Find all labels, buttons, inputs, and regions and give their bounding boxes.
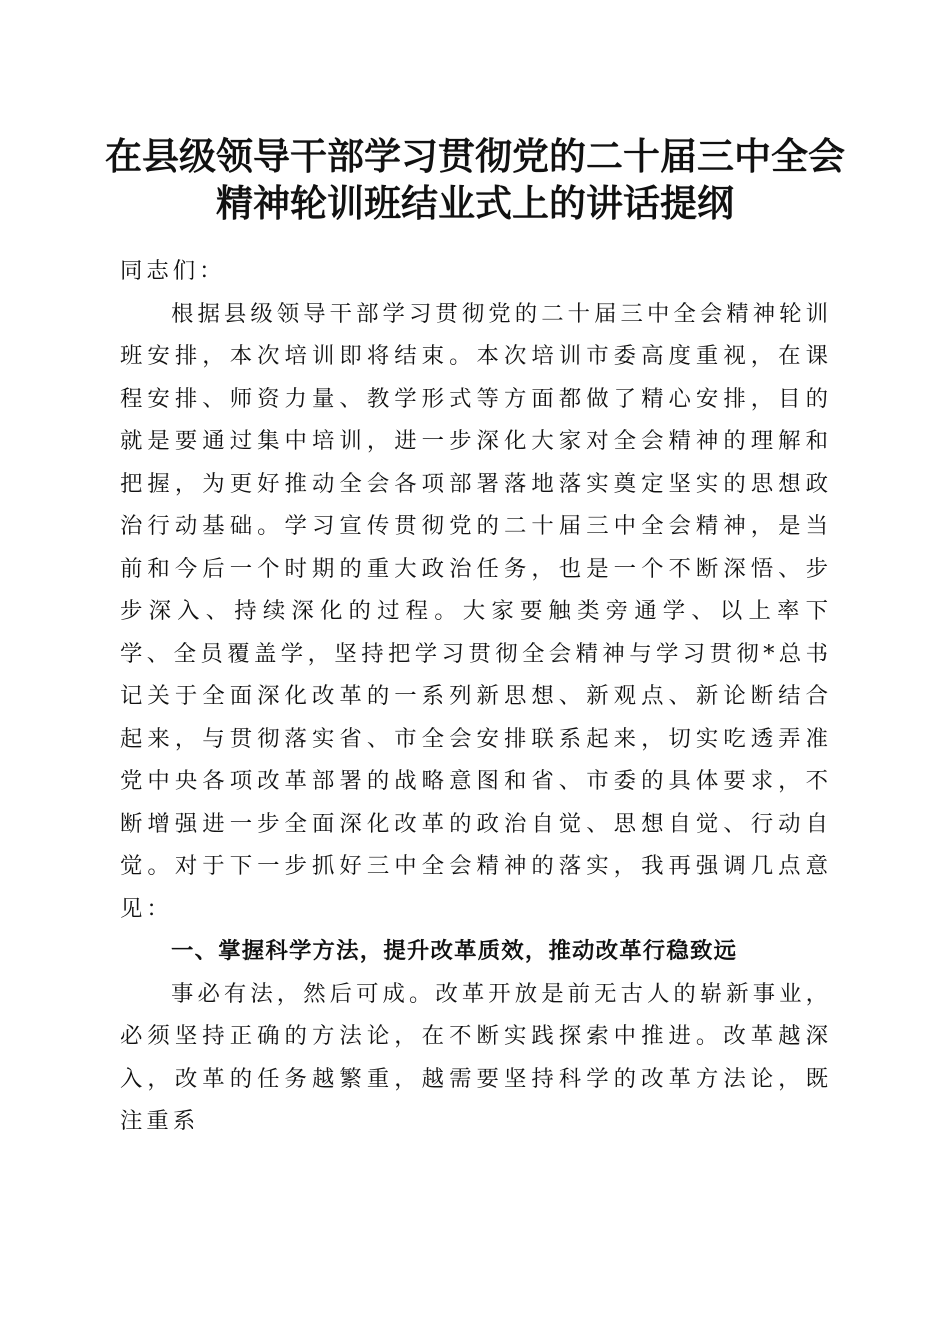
title-line-1: 在县级领导干部学习贯彻党的二十届三中全会: [105, 134, 845, 178]
section-heading-1: 一、掌握科学方法，提升改革质效，推动改革行稳致远: [171, 938, 738, 964]
paragraph-intro: 根据县级领导干部学习贯彻党的二十届三中全会精神轮训班安排，本次培训即将结束。本次培训市委高度重视，在课程安排、师资力量、教学形式等方面都做了精心安排，目的就是要通过集中培训，进一步深化大家对全会精神的理解和把握，为更好推动全会各项部署落地落实奠定坚实的思想政治行动基础。学习宣传贯彻党的二十届三中全会精神，是当前和今后一个时期的重大政治任务，也是一个不断深悟、步步深入、持续深化的过程。大家要触类旁通学、以上率下学、全员覆盖学，坚持把学习贯彻全会精神与学习贯彻*总书记关于全面深化改革的一系列新思想、新观点、新论断结合起来，与贯彻落实省、市全会安排联系起来，切实吃透弄准党中央各项改革部署的战略意图和省、市委的具体要求，不断增强进一步全面深化改革的政治自觉、思想自觉、行动自觉。对于下一步抓好三中全会精神的落实，我再强调几点意见：: [120, 300, 832, 922]
greeting: 同志们：: [120, 258, 226, 284]
paragraph-section-1: 事必有法，然后可成。改革开放是前无古人的崭新事业，必须坚持正确的方法论，在不断实践探索中推进。改革越深入，改革的任务越繁重，越需要坚持科学的改革方法论，既注重系: [120, 980, 832, 1134]
document-body: [120, 250, 832, 1143]
title-line-2: 精神轮训班结业式上的讲话提纲: [216, 181, 734, 225]
document-title: [80, 133, 870, 227]
